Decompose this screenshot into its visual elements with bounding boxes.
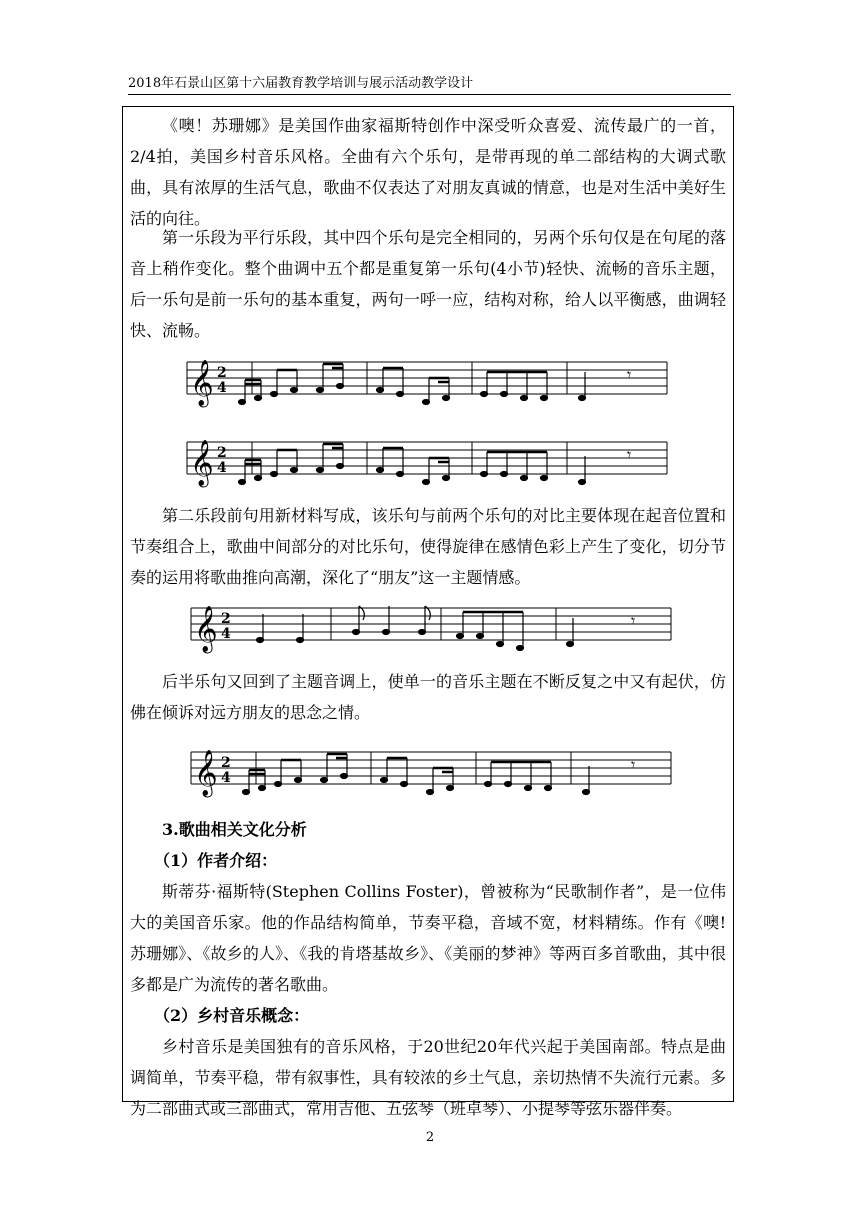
time-sig-bottom: 4 [217, 460, 227, 476]
time-sig-top: 2 [221, 611, 231, 627]
paragraph-first-section: 第一乐段为平行乐段，其中四个乐句是完全相同的，另两个乐句仅是在句尾的落音上稍作变化。整个曲调中五个都是重复第一乐句(4小节)轻快、流畅的音乐主题，后一乐句是前一乐句的基本重复，两句一呼一应，结构对称，给人以平衡感，曲调轻快、流畅。 [130, 228, 726, 340]
paragraph-country-music: 乡村音乐是美国独有的音乐风格，于20世纪20年代兴起于美国南部。特点是曲调简单，节奏平稳，带有叙事性，具有较浓的乡土气息，亲切热情不失流行元素。多为二部曲式或三部曲式，常用吉他、五弦琴（班卓琴）、小提琴等弦乐器伴奏。 [130, 1037, 726, 1118]
subheading-author: （1）作者介绍： [154, 851, 278, 870]
time-sig-top: 2 [221, 755, 231, 771]
time-sig-top: 2 [217, 365, 227, 381]
paragraph-second-section: 第二乐段前句用新材料写成，该乐句与前两个乐句的对比主要体现在起音位置和节奏组合上，歌曲中间部分的对比乐句，使得旋律在感情色彩上产生了变化，切分节奏的运用将歌曲推向高潮，深化了“朋友”这一主题情感。 [130, 506, 726, 587]
svg-text:𝄾: 𝄾 [631, 611, 636, 630]
svg-text:𝄾: 𝄾 [631, 755, 636, 774]
time-sig-bottom: 4 [221, 770, 231, 786]
treble-clef-icon: 𝄞 [190, 360, 214, 406]
paragraph-intro: 《噢！苏珊娜》是美国作曲家福斯特创作中深受听众喜爱、流传最广的一首，2/4拍，美国乡村音乐风格。全曲有六个乐句，是带再现的单二部结构的大调式歌曲，具有浓厚的生活气息，歌曲不仅表达了对朋友真诚的情意，也是对生活中美好生活的向往。 [130, 116, 726, 228]
treble-clef-icon: 𝄞 [190, 440, 214, 486]
time-sig-top: 2 [217, 445, 227, 461]
page-number: 2 [425, 1130, 435, 1145]
page-header: 2018年石景山区第十六届教育教学培训与展示活动教学设计 [128, 76, 731, 95]
time-sig-bottom: 4 [221, 626, 231, 642]
music-staff-4 [186, 740, 676, 800]
time-sig-bottom: 4 [217, 380, 227, 396]
section-heading-3: 3.歌曲相关文化分析 [162, 820, 307, 839]
music-staff-3 [186, 596, 676, 656]
svg-text:𝄾: 𝄾 [627, 445, 632, 464]
paragraph-author: 斯蒂芬·福斯特(Stephen Collins Foster)，曾被称为“民歌制作者”，是一位伟大的美国音乐家。他的作品结构简单，节奏平稳，音域不宽，材料精练。作有《噢!苏珊娜》、《故乡的人》、《我的肯塔基故乡》、《美丽的梦神》等两百多首歌曲，其中很多都是广为流传的著名歌曲。 [130, 882, 726, 994]
treble-clef-icon: 𝄞 [194, 750, 218, 796]
subheading-country-music: （2）乡村音乐概念： [154, 1006, 310, 1025]
svg-text:𝄾: 𝄾 [627, 365, 632, 384]
paragraph-return-theme: 后半乐句又回到了主题音调上，使单一的音乐主题在不断反复之中又有起伏，仿佛在倾诉对远方朋友的思念之情。 [130, 672, 726, 722]
music-staff-2 [182, 430, 672, 490]
music-staff-1 [182, 350, 672, 410]
treble-clef-icon: 𝄞 [194, 606, 218, 652]
